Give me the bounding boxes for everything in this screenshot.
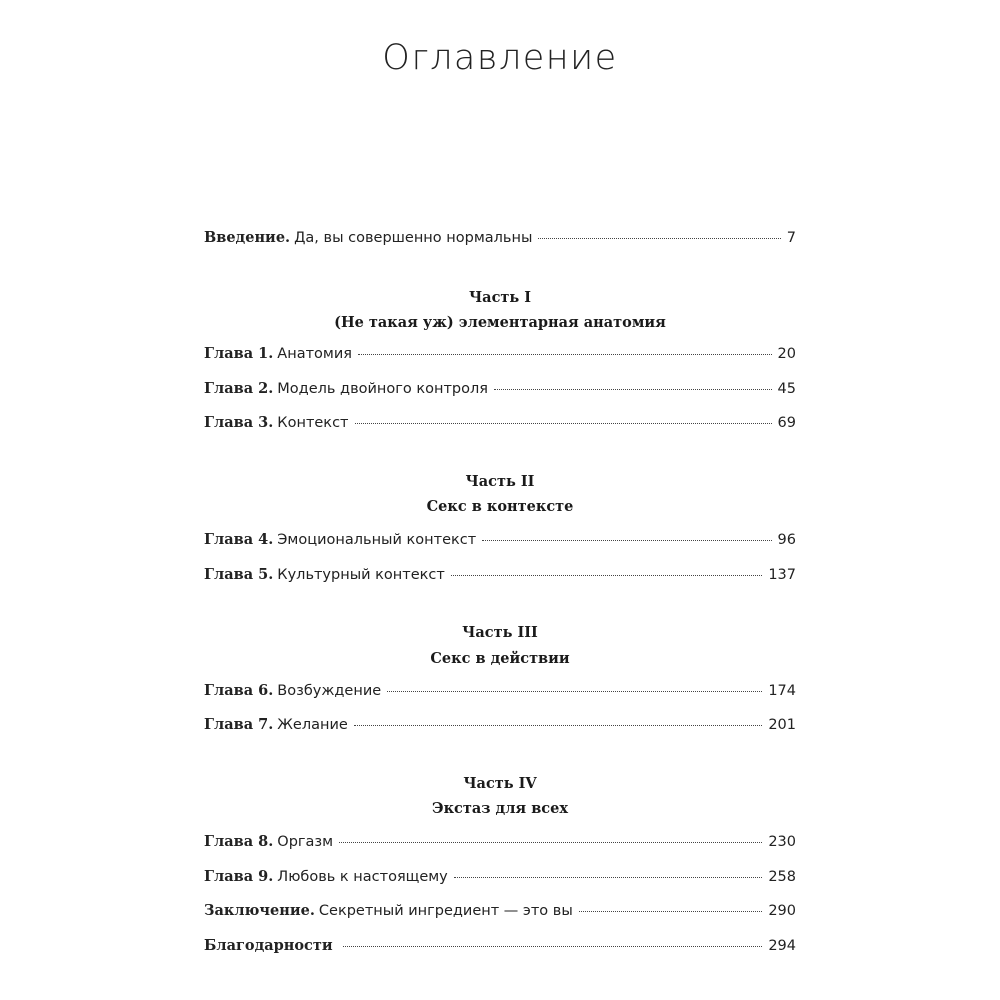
toc-entry-page: 201 bbox=[768, 717, 796, 733]
toc-entry-chapter-9[interactable] bbox=[204, 868, 796, 890]
toc-entry-label: Глава 2. bbox=[204, 380, 274, 397]
dot-leader bbox=[354, 725, 762, 726]
toc-entry-chapter-3[interactable] bbox=[204, 414, 796, 436]
part-number: Часть III bbox=[462, 624, 538, 641]
toc-entry-page: 137 bbox=[768, 567, 796, 583]
toc-entry-page: 294 bbox=[768, 938, 796, 954]
toc-entry-page: 7 bbox=[786, 230, 796, 246]
part-title: Экстаз для всех bbox=[432, 800, 568, 817]
dot-leader bbox=[538, 238, 780, 239]
toc-entry-label: Благодарности bbox=[204, 937, 333, 954]
dot-leader bbox=[339, 842, 762, 843]
toc-entry-title: Да, вы совершенно нормальны bbox=[294, 230, 533, 246]
dot-leader bbox=[454, 877, 763, 878]
toc-entry-chapter-6[interactable] bbox=[204, 682, 796, 704]
toc-entry-acknowledgements[interactable] bbox=[204, 937, 796, 959]
toc-entry-page: 20 bbox=[777, 346, 796, 362]
toc-entry-title: Культурный контекст bbox=[277, 567, 445, 583]
toc-entry-label: Глава 7. bbox=[204, 716, 274, 733]
toc-entry-title: Модель двойного контроля bbox=[277, 381, 488, 397]
toc-entry-page: 45 bbox=[777, 381, 796, 397]
toc-entry-intro[interactable] bbox=[204, 229, 796, 251]
toc-entry-page: 230 bbox=[768, 834, 796, 850]
toc-entry-title: Возбуждение bbox=[277, 683, 382, 699]
toc-entry-chapter-7[interactable] bbox=[204, 716, 796, 738]
part-number: Часть IV bbox=[463, 775, 537, 792]
toc-entry-conclusion[interactable] bbox=[204, 902, 796, 924]
toc-entry-chapter-5[interactable] bbox=[204, 566, 796, 588]
toc-entry-page: 174 bbox=[768, 683, 796, 699]
dot-leader bbox=[358, 354, 772, 355]
part-title: Секс в действии bbox=[430, 650, 570, 667]
toc-entry-title: Контекст bbox=[277, 415, 349, 431]
dot-leader bbox=[355, 423, 772, 424]
toc-entry-chapter-8[interactable] bbox=[204, 833, 796, 855]
toc-entry-label: Глава 6. bbox=[204, 682, 274, 699]
part-number: Часть II bbox=[465, 473, 535, 490]
toc-entry-page: 69 bbox=[777, 415, 796, 431]
toc-entry-title: Эмоциональный контекст bbox=[277, 532, 477, 548]
dot-leader bbox=[494, 389, 772, 390]
dot-leader bbox=[451, 575, 762, 576]
dot-leader bbox=[579, 911, 763, 912]
toc-entry-title: Любовь к настоящему bbox=[277, 869, 448, 885]
toc-entry-title: Секретный ингредиент — это вы bbox=[318, 903, 573, 919]
dot-leader bbox=[343, 946, 763, 947]
toc-entry-chapter-1[interactable] bbox=[204, 345, 796, 367]
toc-entry-label: Глава 5. bbox=[204, 566, 274, 583]
part-title: (Не такая уж) элементарная анатомия bbox=[334, 314, 666, 331]
dot-leader bbox=[387, 691, 762, 692]
dot-leader bbox=[482, 540, 771, 541]
toc-entry-label: Глава 9. bbox=[204, 868, 274, 885]
toc-entry-chapter-2[interactable] bbox=[204, 380, 796, 402]
toc-entry-page: 290 bbox=[768, 903, 796, 919]
toc-entry-chapter-4[interactable] bbox=[204, 531, 796, 553]
toc-entry-title: Анатомия bbox=[277, 346, 352, 362]
page-title: Оглавление bbox=[382, 38, 618, 78]
toc-entry-title: Оргазм bbox=[277, 834, 334, 850]
part-number: Часть I bbox=[468, 289, 532, 306]
toc-entry-label: Глава 1. bbox=[204, 345, 274, 362]
part-title: Секс в контексте bbox=[426, 498, 574, 515]
toc-entry-label: Глава 8. bbox=[204, 833, 274, 850]
toc-entry-label: Введение. bbox=[204, 229, 291, 246]
toc-entry-label: Глава 4. bbox=[204, 531, 274, 548]
toc-entry-page: 96 bbox=[777, 532, 796, 548]
toc-entry-page: 258 bbox=[768, 869, 796, 885]
toc-entry-label: Заключение. bbox=[204, 902, 315, 919]
toc-entry-label: Глава 3. bbox=[204, 414, 274, 431]
toc-entry-title: Желание bbox=[277, 717, 348, 733]
